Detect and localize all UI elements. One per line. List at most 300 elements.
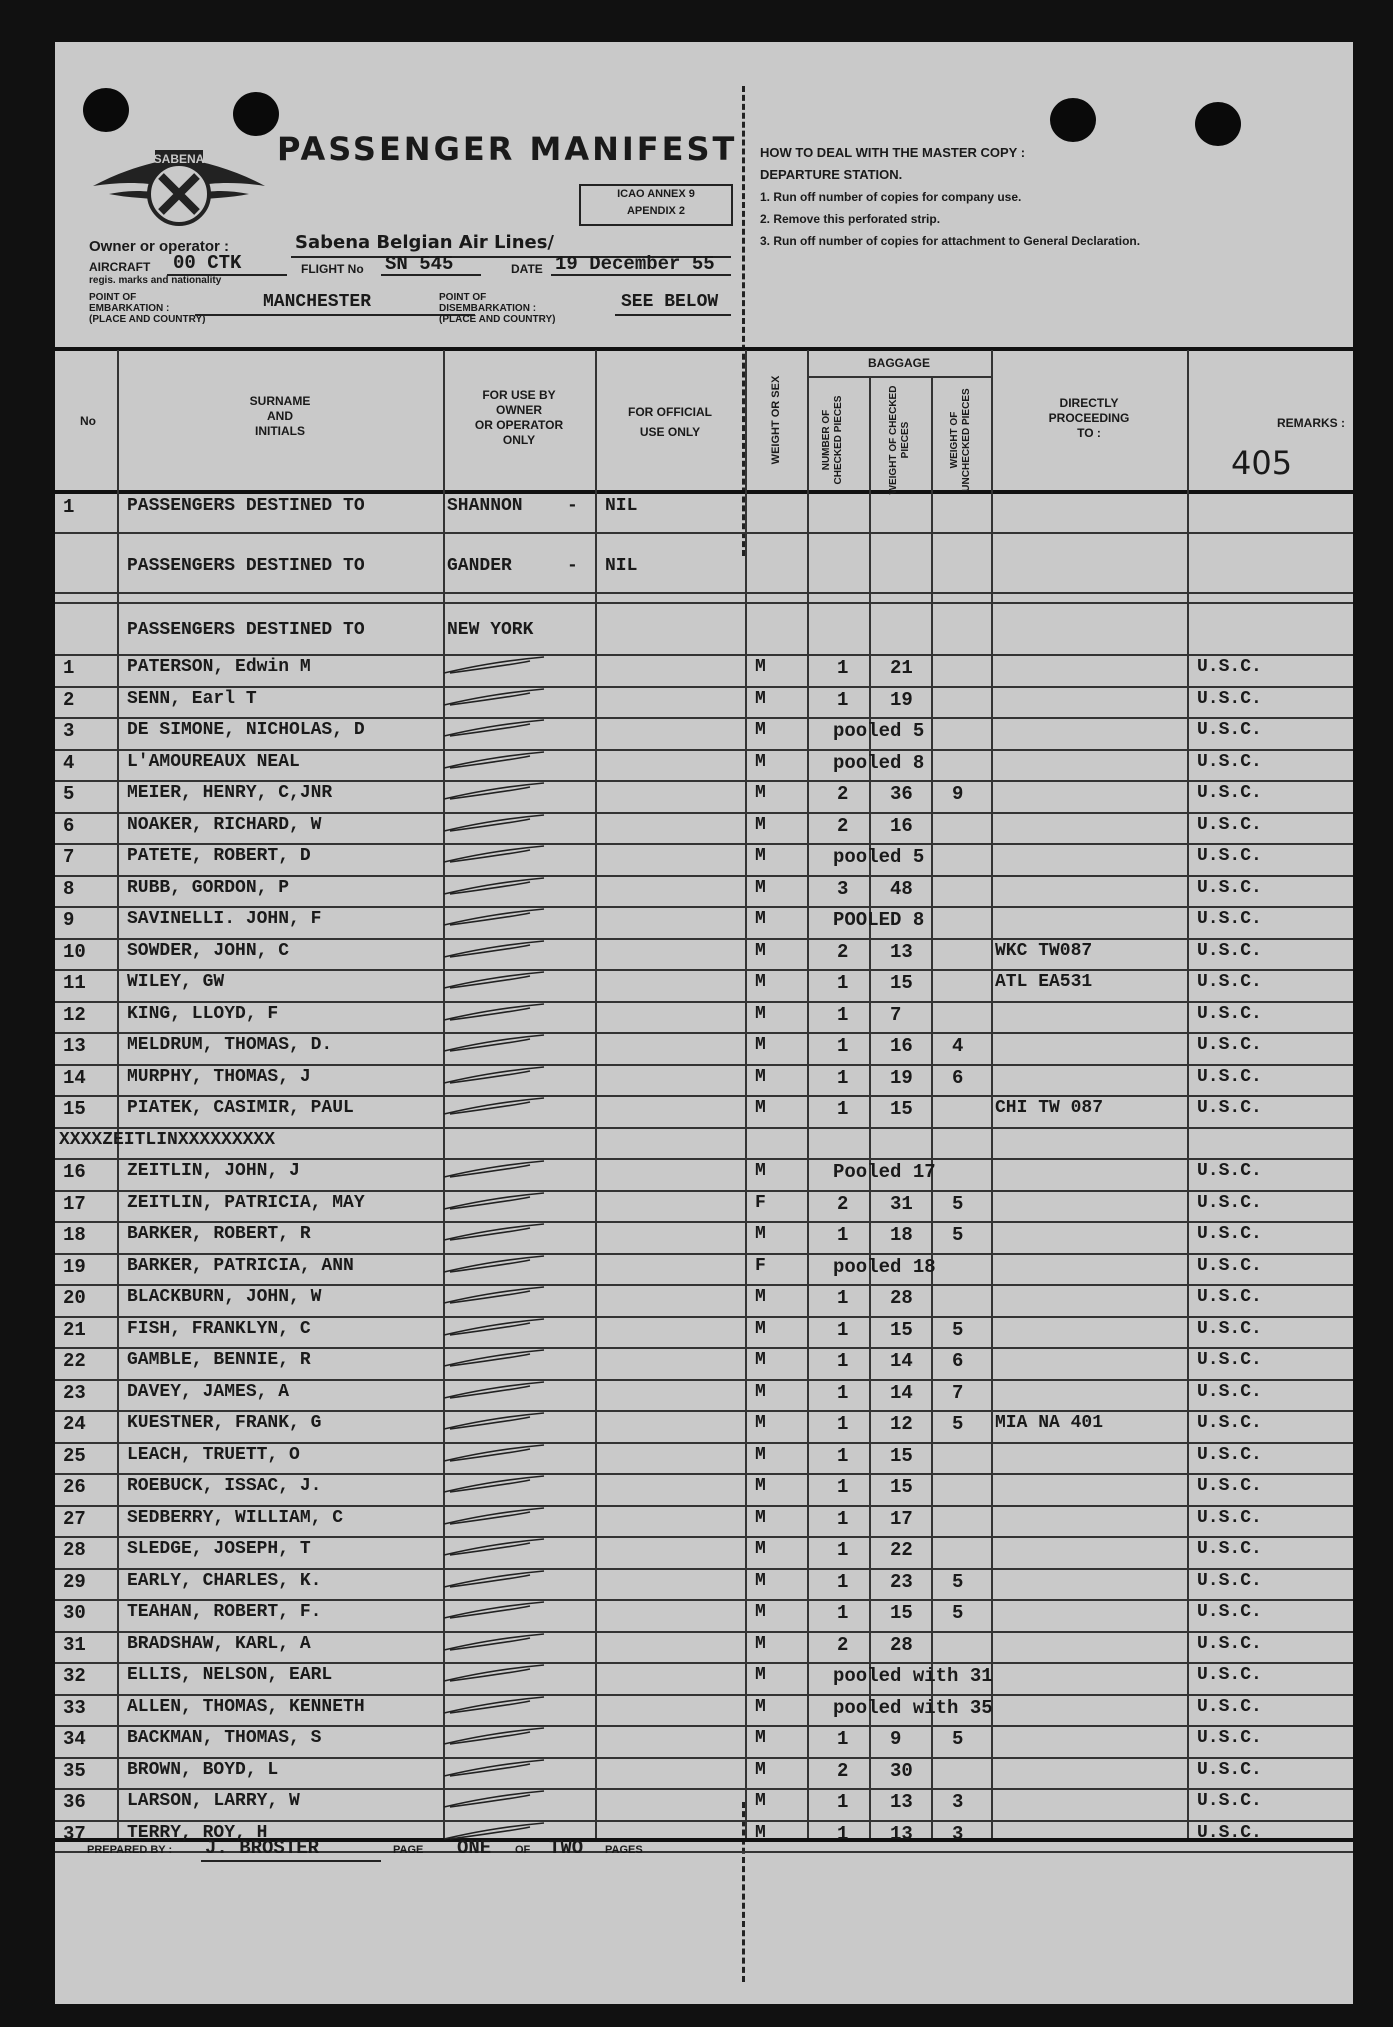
- col-header-surname-3: INITIALS: [255, 424, 305, 438]
- passenger-number: 10: [63, 940, 86, 963]
- passenger-number: 12: [63, 1003, 86, 1026]
- passenger-name: BACKMAN, THOMAS, S: [127, 1728, 322, 1748]
- checked-pieces-weight: 31: [890, 1192, 913, 1215]
- icao-box: [579, 184, 733, 226]
- passenger-sex: M: [755, 972, 766, 992]
- passenger-name: DAVEY, JAMES, A: [127, 1381, 290, 1402]
- passenger-number: 31: [63, 1633, 86, 1656]
- disembark-label-1: POINT OF: [439, 292, 487, 303]
- checked-pieces-weight: 13: [890, 1822, 913, 1845]
- passenger-name: BROWN, BOYD, L: [127, 1759, 279, 1780]
- passenger-name: NOAKER, RICHARD, W: [127, 814, 322, 835]
- passenger-name: GAMBLE, BENNIE, R: [127, 1350, 311, 1370]
- remarks-value: U.S.C.: [1197, 1161, 1262, 1181]
- icao-line-2: APENDIX 2: [626, 205, 686, 217]
- operator-check-mark: [440, 1191, 550, 1211]
- checked-pieces-weight: 30: [890, 1759, 913, 1782]
- row-line: [55, 1631, 1353, 1633]
- operator-check-mark: [440, 1348, 550, 1368]
- passenger-sex: M: [755, 1633, 766, 1654]
- col-header-surname-1: SURNAME: [249, 394, 311, 408]
- checked-pieces-count: 1: [837, 657, 849, 679]
- directly-proceeding-to: CHI TW 087: [995, 1098, 1104, 1118]
- operator-check-mark: [440, 1758, 550, 1778]
- remarks-value: U.S.C.: [1197, 1539, 1262, 1559]
- passenger-sex: M: [755, 877, 766, 898]
- disembark-underline: [615, 314, 731, 316]
- remarks-value: U.S.C.: [1197, 1665, 1262, 1685]
- checked-pieces-count: 3: [837, 877, 849, 900]
- date-value: 19 December 55: [555, 253, 715, 275]
- passenger-sex: M: [755, 1728, 766, 1748]
- col-header-no: No: [80, 414, 96, 428]
- row-line: [55, 1505, 1353, 1507]
- checked-pieces-weight: 48: [890, 877, 913, 900]
- checked-pieces-weight: 12: [890, 1413, 913, 1435]
- passenger-number: 29: [63, 1570, 86, 1593]
- col-divider-weight: [931, 378, 933, 1838]
- remarks-value: U.S.C.: [1197, 657, 1262, 677]
- passenger-name: RUBB, GORDON, P: [127, 877, 290, 898]
- col-header-unchecked-weight: WEIGHT OF UNCHECKED PIECES: [949, 388, 972, 492]
- col-divider-owner: [595, 350, 597, 1838]
- operator-check-mark: [440, 813, 550, 833]
- prepared-by-value: J. BROSTER: [205, 1837, 320, 1859]
- unchecked-pieces-weight: 7: [952, 1381, 964, 1404]
- passenger-sex: F: [755, 1192, 766, 1213]
- passenger-sex: M: [755, 1759, 766, 1780]
- embark-label-1: POINT OF: [89, 292, 137, 303]
- remarks-value: U.S.C.: [1197, 1476, 1262, 1496]
- pages-label: PAGES: [605, 1844, 643, 1856]
- prepared-by-underline: [201, 1860, 381, 1862]
- operator-check-mark: [440, 1695, 550, 1715]
- checked-pieces-weight: 15: [890, 1476, 913, 1498]
- checked-pieces-weight: 17: [890, 1507, 913, 1530]
- row-line: [55, 969, 1353, 971]
- remarks-value: U.S.C.: [1197, 909, 1262, 929]
- row-line: [55, 1221, 1353, 1223]
- passenger-name: EARLY, CHARLES, K.: [127, 1570, 322, 1591]
- passenger-name: PIATEK, CASIMIR, PAUL: [127, 1098, 354, 1118]
- checked-pieces-weight: 16: [890, 1035, 913, 1057]
- col-header-owner-4: ONLY: [502, 433, 536, 447]
- logo-text: SABENA: [153, 152, 205, 166]
- disembark-label-3: (PLACE AND COUNTRY): [439, 314, 556, 325]
- passenger-name: BLACKBURN, JOHN, W: [127, 1287, 322, 1307]
- passenger-sex: M: [755, 657, 766, 677]
- manifest-sheet: [55, 42, 1353, 2004]
- row-line: [55, 1032, 1353, 1034]
- col-header-official: [595, 402, 745, 442]
- checked-pieces-weight: 23: [890, 1570, 913, 1593]
- owner-label: Owner or operator :: [89, 238, 230, 255]
- passenger-name: TEAHAN, ROBERT, F.: [127, 1602, 322, 1622]
- operator-check-mark: [440, 1002, 550, 1022]
- checked-pieces-count: 1: [837, 1791, 849, 1813]
- passenger-number: 3: [63, 720, 75, 742]
- passenger-number: 28: [63, 1539, 86, 1561]
- remarks-value: U.S.C.: [1197, 814, 1262, 835]
- operator-check-mark: [440, 939, 550, 959]
- passenger-name: PATERSON, Edwin M: [127, 657, 311, 677]
- row-line: [55, 1158, 1353, 1160]
- unchecked-pieces-weight: 5: [952, 1318, 964, 1341]
- passenger-number: 7: [63, 846, 75, 868]
- page-value: ONE: [457, 1837, 492, 1859]
- section-label: PASSENGERS DESTINED TO: [127, 556, 365, 576]
- remarks-value: U.S.C.: [1197, 1507, 1262, 1528]
- operator-check-mark: [440, 1474, 550, 1494]
- remarks-value: U.S.C.: [1197, 1350, 1262, 1370]
- checked-pieces-count: 1: [837, 1539, 849, 1561]
- passenger-sex: M: [755, 1381, 766, 1402]
- baggage-pooled-note: POOLED 8: [833, 909, 925, 931]
- passenger-number: 32: [63, 1665, 86, 1687]
- remarks-value: U.S.C.: [1197, 1224, 1262, 1244]
- col-header-directly-1: DIRECTLY: [1059, 396, 1119, 410]
- row-line: [55, 1788, 1353, 1790]
- remarks-value: U.S.C.: [1197, 1035, 1262, 1055]
- row-line: [55, 1316, 1353, 1318]
- punch-hole-right-2: [1195, 102, 1241, 146]
- col-header-owner: [443, 388, 595, 448]
- row-line: [55, 812, 1353, 814]
- of-label: OF: [515, 1844, 531, 1856]
- checked-pieces-count: 2: [837, 1633, 849, 1656]
- row-line: [55, 938, 1353, 940]
- operator-check-mark: [440, 1600, 550, 1620]
- remarks-value: U.S.C.: [1197, 972, 1262, 992]
- remarks-value: U.S.C.: [1197, 1822, 1262, 1843]
- checked-pieces-weight: 13: [890, 1791, 913, 1813]
- row-line: [55, 749, 1353, 751]
- row-line: [55, 592, 1353, 594]
- col-header-checked-num: NUMBER OF CHECKED PIECES: [821, 395, 844, 485]
- unchecked-pieces-weight: 5: [952, 1192, 964, 1215]
- row-line: [55, 1662, 1353, 1664]
- disembark-value: SEE BELOW: [621, 292, 719, 312]
- aircraft-label: AIRCRAFT: [89, 260, 151, 274]
- checked-pieces-count: 1: [837, 1507, 849, 1530]
- passenger-name: MURPHY, THOMAS, J: [127, 1066, 311, 1087]
- checked-pieces-count: 2: [837, 940, 849, 963]
- passenger-sex: M: [755, 1822, 766, 1843]
- section-label: PASSENGERS DESTINED TO: [127, 620, 365, 640]
- instructions-title: HOW TO DEAL WITH THE MASTER COPY :: [760, 145, 1026, 160]
- col-header-directly-3: TO :: [1077, 426, 1101, 440]
- passenger-number: 19: [63, 1255, 86, 1278]
- passenger-sex: M: [755, 1318, 766, 1339]
- checked-pieces-weight: 15: [890, 1098, 913, 1120]
- passenger-name: SEDBERRY, WILLIAM, C: [127, 1507, 344, 1528]
- instruction-item: 1. Run off number of copies for company use.: [760, 190, 1022, 204]
- remarks-value: U.S.C.: [1197, 720, 1262, 740]
- passenger-sex: M: [755, 1413, 766, 1433]
- remarks-value: U.S.C.: [1197, 1759, 1262, 1780]
- operator-check-mark: [440, 1317, 550, 1337]
- row-line: [55, 602, 1353, 604]
- operator-check-mark: [440, 687, 550, 707]
- remarks-value: U.S.C.: [1197, 783, 1262, 803]
- remarks-value: U.S.C.: [1197, 1444, 1262, 1465]
- section-nil: NIL: [605, 496, 638, 516]
- operator-check-mark: [440, 876, 550, 896]
- row-line: [55, 1568, 1353, 1570]
- checked-pieces-weight: 15: [890, 1602, 913, 1624]
- col-divider-unchecked: [991, 350, 993, 1838]
- row-line: [55, 717, 1353, 719]
- passenger-sex: M: [755, 1066, 766, 1087]
- checked-pieces-count: 1: [837, 1822, 849, 1845]
- checked-pieces-weight: 16: [890, 814, 913, 837]
- operator-check-mark: [440, 1222, 550, 1242]
- checked-pieces-count: 1: [837, 1287, 849, 1309]
- unchecked-pieces-weight: 3: [952, 1791, 964, 1813]
- row-line: [55, 1284, 1353, 1286]
- baggage-pooled-note: Pooled 17: [833, 1161, 936, 1183]
- passenger-sex: M: [755, 1791, 766, 1811]
- instructions-subtitle: DEPARTURE STATION.: [760, 167, 903, 182]
- checked-pieces-count: 1: [837, 1476, 849, 1498]
- unchecked-pieces-weight: 5: [952, 1413, 964, 1435]
- sabena-logo-icon: [89, 142, 269, 234]
- row-line: [55, 875, 1353, 877]
- date-label: DATE: [511, 262, 543, 276]
- col-header-official-1: FOR OFFICIAL: [628, 405, 712, 419]
- passenger-sex: M: [755, 1665, 766, 1685]
- operator-check-mark: [440, 1254, 550, 1274]
- passenger-name: BARKER, PATRICIA, ANN: [127, 1255, 354, 1276]
- unchecked-pieces-weight: 3: [952, 1822, 964, 1845]
- row-line: [55, 1473, 1353, 1475]
- passenger-name: ELLIS, NELSON, EARL: [127, 1665, 333, 1685]
- checked-pieces-count: 2: [837, 814, 849, 837]
- passenger-sex: M: [755, 720, 766, 740]
- passenger-name: ZEITLIN, PATRICIA, MAY: [127, 1192, 365, 1213]
- baggage-pooled-note: pooled 5: [833, 720, 925, 742]
- row-line: [55, 1599, 1353, 1601]
- remarks-value: U.S.C.: [1197, 1696, 1262, 1717]
- date-underline: [551, 274, 731, 276]
- passenger-sex: M: [755, 1539, 766, 1559]
- passenger-number: 9: [63, 909, 75, 931]
- passenger-number: 2: [63, 688, 75, 711]
- passenger-sex: M: [755, 751, 766, 772]
- baggage-pooled-note: pooled 8: [833, 751, 925, 774]
- checked-pieces-count: 1: [837, 1413, 849, 1435]
- operator-check-mark: [440, 1789, 550, 1809]
- remarks-value: U.S.C.: [1197, 751, 1262, 772]
- passenger-number: 26: [63, 1476, 86, 1498]
- remarks-value: U.S.C.: [1197, 688, 1262, 709]
- section-dash: -: [567, 556, 578, 576]
- aircraft-underline: [167, 274, 287, 276]
- checked-pieces-weight: 14: [890, 1381, 913, 1404]
- passenger-number: 34: [63, 1728, 86, 1750]
- passenger-number: 37: [63, 1822, 86, 1845]
- remarks-value: U.S.C.: [1197, 1633, 1262, 1654]
- table-header-bottom-border: [55, 490, 1353, 494]
- remarks-value: U.S.C.: [1197, 877, 1262, 898]
- passenger-name: BRADSHAW, KARL, A: [127, 1633, 311, 1654]
- operator-check-mark: [440, 1506, 550, 1526]
- passenger-sex: M: [755, 1003, 766, 1024]
- col-divider-directly: [1187, 350, 1189, 1838]
- table-top-border: [55, 347, 1353, 351]
- checked-pieces-weight: 15: [890, 1318, 913, 1341]
- checked-pieces-weight: 19: [890, 688, 913, 711]
- unchecked-pieces-weight: 6: [952, 1066, 964, 1089]
- operator-check-mark: [440, 1443, 550, 1463]
- col-header-remarks: REMARKS :: [1277, 416, 1345, 430]
- owner-value: Sabena Belgian Air Lines/: [295, 232, 555, 253]
- checked-pieces-weight: 15: [890, 1444, 913, 1467]
- master-copy-instructions: [760, 142, 1140, 252]
- remarks-value: U.S.C.: [1197, 1003, 1262, 1024]
- remarks-value: U.S.C.: [1197, 1192, 1262, 1213]
- checked-pieces-weight: 22: [890, 1539, 913, 1561]
- instruction-item: 2. Remove this perforated strip.: [760, 212, 941, 226]
- checked-pieces-count: 1: [837, 1003, 849, 1026]
- passenger-sex: M: [755, 783, 766, 803]
- section-number: 1: [63, 496, 75, 518]
- row-line: [55, 1001, 1353, 1003]
- passenger-number: 17: [63, 1192, 86, 1215]
- directly-proceeding-to: WKC TW087: [995, 940, 1093, 961]
- embark-label-3: (PLACE AND COUNTRY): [89, 314, 206, 325]
- passenger-number: 5: [63, 783, 75, 805]
- operator-check-mark: [440, 1632, 550, 1652]
- flight-value: SN 545: [385, 253, 454, 275]
- baggage-pooled-note: pooled 5: [833, 846, 925, 868]
- remarks-value: U.S.C.: [1197, 1570, 1262, 1591]
- passenger-name: KING, LLOYD, F: [127, 1003, 279, 1024]
- directly-proceeding-to: MIA NA 401: [995, 1413, 1104, 1433]
- passenger-number: 30: [63, 1602, 86, 1624]
- unchecked-pieces-weight: 5: [952, 1224, 964, 1246]
- unchecked-pieces-weight: 5: [952, 1728, 964, 1750]
- operator-check-mark: [440, 1663, 550, 1683]
- passenger-sex: M: [755, 1602, 766, 1622]
- punch-hole-right-1: [1050, 98, 1096, 142]
- passenger-number: 16: [63, 1161, 86, 1183]
- checked-pieces-count: 1: [837, 1381, 849, 1404]
- passenger-sex: M: [755, 1287, 766, 1307]
- row-line: [55, 1757, 1353, 1759]
- section-destination: SHANNON: [447, 496, 523, 516]
- passenger-number: 18: [63, 1224, 86, 1246]
- col-header-surname-2: AND: [267, 409, 293, 423]
- passenger-name: WILEY, GW: [127, 972, 225, 992]
- checked-pieces-weight: 19: [890, 1066, 913, 1089]
- remarks-value: U.S.C.: [1197, 1413, 1262, 1433]
- embark-label-2: EMBARKATION :: [89, 303, 170, 314]
- checked-pieces-weight: 36: [890, 783, 913, 805]
- row-line: [55, 1694, 1353, 1696]
- checked-pieces-count: 2: [837, 1192, 849, 1215]
- row-line: [55, 906, 1353, 908]
- col-divider-official: [745, 350, 747, 1838]
- checked-pieces-weight: 18: [890, 1224, 913, 1246]
- operator-check-mark: [440, 1569, 550, 1589]
- checked-pieces-count: 1: [837, 1350, 849, 1372]
- checked-pieces-weight: 9: [890, 1728, 902, 1750]
- checked-pieces-weight: 13: [890, 940, 913, 963]
- passenger-name: MEIER, HENRY, C,JNR: [127, 783, 333, 803]
- checked-pieces-count: 1: [837, 688, 849, 711]
- flight-label: FLIGHT No: [301, 262, 364, 276]
- checked-pieces-count: 2: [837, 783, 849, 805]
- passenger-name: KUESTNER, FRANK, G: [127, 1413, 322, 1433]
- col-header-surname: [117, 394, 443, 439]
- passenger-number: 21: [63, 1318, 86, 1341]
- section-label: PASSENGERS DESTINED TO: [127, 496, 365, 516]
- remarks-value: U.S.C.: [1197, 1066, 1262, 1087]
- baggage-pooled-note: pooled 18: [833, 1255, 936, 1278]
- operator-check-mark: [440, 1380, 550, 1400]
- remarks-value: U.S.C.: [1197, 1602, 1262, 1622]
- operator-check-mark: [440, 1096, 550, 1116]
- icao-line-1: ICAO ANNEX 9: [617, 188, 695, 200]
- passenger-sex: M: [755, 1350, 766, 1370]
- passenger-number: 1: [63, 657, 75, 679]
- unchecked-pieces-weight: 4: [952, 1035, 964, 1057]
- checked-pieces-weight: 28: [890, 1633, 913, 1656]
- row-line: [55, 1442, 1353, 1444]
- passenger-number: 8: [63, 877, 75, 900]
- col-header-owner-3: OR OPERATOR: [474, 418, 564, 432]
- passenger-name: SLEDGE, JOSEPH, T: [127, 1539, 311, 1559]
- checked-pieces-count: 1: [837, 1224, 849, 1246]
- passenger-sex: M: [755, 1161, 766, 1181]
- passenger-sex: M: [755, 1476, 766, 1496]
- row-line: [55, 780, 1353, 782]
- remarks-value: U.S.C.: [1197, 846, 1262, 866]
- checked-pieces-weight: 15: [890, 972, 913, 994]
- punch-hole-left-1: [83, 88, 129, 132]
- prepared-by-label: PREPARED BY :: [87, 1844, 173, 1856]
- section-destination: GANDER: [447, 556, 512, 576]
- operator-check-mark: [440, 1033, 550, 1053]
- passenger-sex: M: [755, 1224, 766, 1244]
- passenger-number: 4: [63, 751, 75, 774]
- col-header-owner-2: OWNER: [496, 403, 542, 417]
- operator-check-mark: [440, 781, 550, 801]
- col-header-official-2: USE ONLY: [639, 425, 701, 439]
- passenger-sex: M: [755, 940, 766, 961]
- checked-pieces-count: 2: [837, 1759, 849, 1782]
- passenger-number: 25: [63, 1444, 86, 1467]
- row-line: [55, 686, 1353, 688]
- operator-check-mark: [440, 1726, 550, 1746]
- disembark-label-2: DISEMBARKATION :: [439, 303, 537, 314]
- aircraft-value: 00 CTK: [173, 252, 242, 274]
- passenger-name: SENN, Earl T: [127, 688, 257, 709]
- checked-pieces-count: 1: [837, 1098, 849, 1120]
- baggage-pooled-note: pooled with 35: [833, 1696, 993, 1719]
- passenger-number: 14: [63, 1066, 86, 1089]
- total-pages-value: TWO: [549, 1837, 584, 1859]
- remarks-page-number: 405: [1231, 444, 1293, 482]
- checked-pieces-count: 1: [837, 1318, 849, 1341]
- passenger-number: 6: [63, 814, 75, 837]
- passenger-name: MELDRUM, THOMAS, D.: [127, 1035, 333, 1055]
- page-label: PAGE: [393, 1844, 424, 1856]
- checked-pieces-weight: 21: [890, 657, 913, 679]
- passenger-name: LEACH, TRUETT, O: [127, 1444, 300, 1465]
- directly-proceeding-to: ATL EA531: [995, 972, 1093, 992]
